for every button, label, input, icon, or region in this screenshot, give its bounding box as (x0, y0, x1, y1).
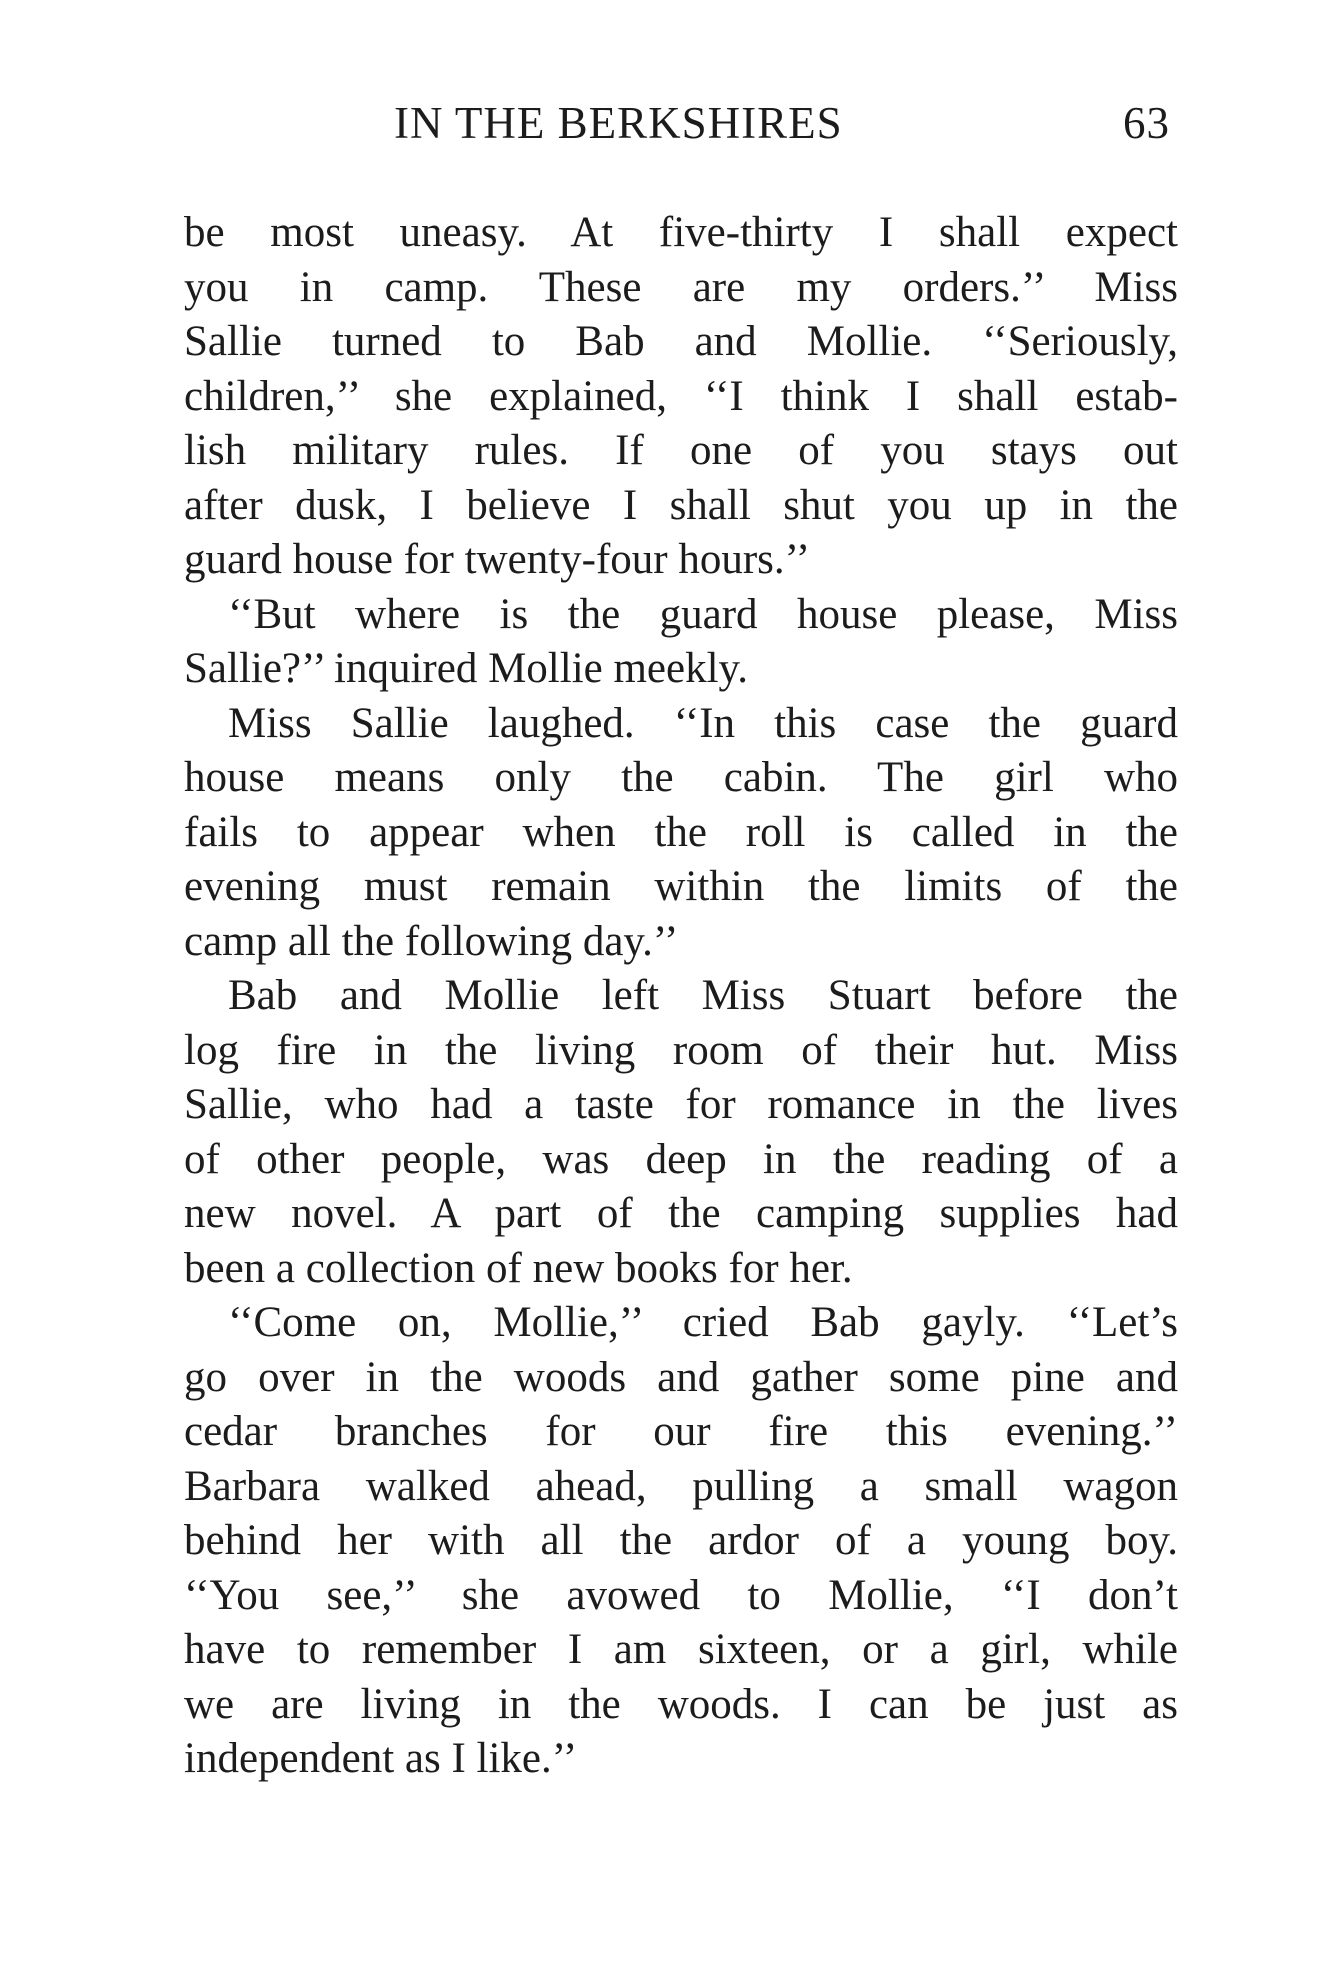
text-line: independent as I like.’’ (184, 1735, 578, 1782)
text-line: evening must remain within the limits of the (184, 863, 1178, 910)
running-head (184, 98, 1178, 148)
text-line: Miss Sallie laughed. ‘‘In this case the guard (228, 699, 1178, 747)
text-line: go over in the woods and gather some pine and (184, 1353, 1178, 1401)
text-line: we are living in the woods. I can be just as (184, 1680, 1178, 1728)
text-line: new novel. A part of the camping supplies had (184, 1190, 1178, 1237)
running-title: IN THE BERKSHIRES (394, 98, 843, 148)
text-line: cedar branches for our fire this evening.’’ (184, 1408, 1178, 1455)
text-line: ‘‘Come on, Mollie,’’ cried Bab gayly. ‘‘Let’s (228, 1299, 1178, 1346)
text-line: of other people, was deep in the reading of a (184, 1135, 1178, 1183)
text-line: ‘‘But where is the guard house please, Miss (228, 590, 1178, 638)
body-text (184, 206, 1178, 1787)
text-line: fails to appear when the roll is called in the (184, 808, 1178, 856)
text-line: Sallie turned to Bab and Mollie. ‘‘Seriously, (184, 318, 1178, 365)
text-line: house means only the cabin. The girl who (184, 754, 1178, 801)
text-line: camp all the following day.’’ (184, 917, 679, 965)
text-line: guard house for twenty-four hours.’’ (184, 536, 811, 583)
text-line: Sallie?’’ inquired Mollie meekly. (184, 645, 748, 692)
text-line: Barbara walked ahead, pulling a small wagon (184, 1462, 1178, 1510)
text-line: log fire in the living room of their hut. Miss (184, 1026, 1178, 1074)
text-line: behind her with all the ardor of a young boy. (184, 1517, 1178, 1564)
page-number: 63 (1123, 98, 1170, 148)
text-line: have to remember I am sixteen, or a girl, while (184, 1626, 1178, 1673)
text-line: ‘‘You see,’’ she avowed to Mollie, ‘‘I don’t (184, 1571, 1178, 1619)
text-line: after dusk, I believe I shall shut you up in the (184, 481, 1178, 529)
text-line: lish military rules. If one of you stays out (184, 427, 1178, 474)
text-line: Bab and Mollie left Miss Stuart before the (228, 972, 1178, 1019)
text-line: children,’’ she explained, ‘‘I think I shall estab- (184, 372, 1178, 420)
text-line: you in camp. These are my orders.’’ Miss (184, 263, 1178, 311)
text-line: been a collection of new books for her. (184, 1244, 853, 1292)
text-line: Sallie, who had a taste for romance in the lives (184, 1081, 1178, 1128)
text-line: be most uneasy. At five-thirty I shall expect (184, 209, 1178, 256)
